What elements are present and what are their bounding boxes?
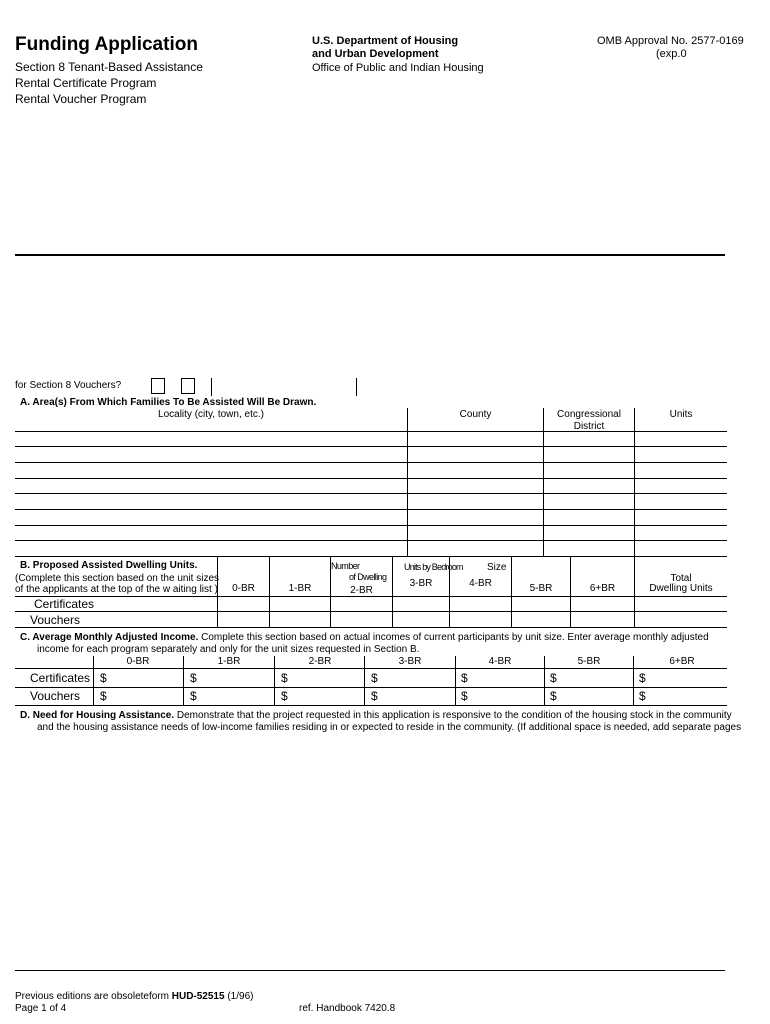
- c-header-bottom-line: [15, 668, 727, 669]
- vouchers-field-right-edge: [356, 378, 357, 396]
- c-col-3br: 3-BR: [398, 656, 422, 667]
- section-d-line-1: [20, 710, 732, 721]
- b-divider: [511, 557, 512, 627]
- c-divider: [274, 656, 275, 705]
- section-a-row-line: [15, 540, 727, 541]
- c-row-certificates: Certificates: [30, 671, 91, 685]
- section-b-note-1: (Complete this section based on the unit sizes: [15, 573, 219, 584]
- footer-divider: [15, 970, 725, 971]
- office-name: Office of Public and Indian Housing: [312, 62, 484, 74]
- c-vouch-4br-currency: $: [461, 689, 468, 703]
- size-label: Size: [487, 562, 507, 573]
- subtitle-line-1: Section 8 Tenant-Based Assistance: [15, 60, 203, 74]
- c-row-line: [15, 687, 727, 688]
- b-divider: [449, 557, 450, 627]
- department-line-1: U.S. Department of Housing: [312, 35, 459, 47]
- c-vouch-3br-currency: $: [371, 689, 378, 703]
- c-cert-4br-currency: $: [461, 671, 468, 685]
- b-divider: [269, 557, 270, 627]
- b-col-3br: 3-BR: [409, 578, 433, 589]
- vouchers-question: for Section 8 Vouchers?: [15, 380, 122, 391]
- omb-expiration: (exp.0: [656, 48, 687, 60]
- b-divider: [392, 557, 393, 627]
- form-title: Funding Application: [15, 34, 198, 55]
- b-bottom-line: [15, 627, 727, 628]
- c-cert-1br-currency: $: [190, 671, 197, 685]
- header-divider: [15, 254, 725, 256]
- b-col-total-line-2: Dwelling Units: [649, 583, 713, 594]
- c-cert-3br-currency: $: [371, 671, 378, 685]
- b-divider: [330, 557, 331, 627]
- c-vouch-6br-currency: $: [639, 689, 646, 703]
- c-vouch-1br-currency: $: [190, 689, 197, 703]
- vouchers-amount-field[interactable]: [213, 378, 354, 396]
- c-col-5br: 5-BR: [577, 656, 601, 667]
- c-divider: [183, 656, 184, 705]
- omb-approval: OMB Approval No. 2577-0169: [597, 35, 744, 47]
- c-cert-0br-currency: $: [100, 671, 107, 685]
- b-col-total-line-1: Total: [670, 573, 692, 584]
- section-b-title: B. Proposed Assisted Dwelling Units.: [20, 560, 198, 571]
- vouchers-no-checkbox[interactable]: [181, 378, 195, 394]
- b-col-1br: 1-BR: [288, 583, 312, 594]
- vouchers-field-left-edge: [211, 378, 212, 396]
- c-col-0br: 0-BR: [126, 656, 150, 667]
- c-cert-2br-currency: $: [281, 671, 288, 685]
- c-row-vouchers: Vouchers: [30, 689, 81, 703]
- number-label: Number: [331, 561, 360, 571]
- subtitle-line-3: Rental Voucher Program: [15, 92, 147, 106]
- b-col-0br: 0-BR: [232, 583, 255, 594]
- section-d-response-area[interactable]: [15, 738, 755, 964]
- units-by-bedroom-label: Units by Bedroom: [404, 562, 463, 572]
- section-a-row-line: [15, 462, 727, 463]
- section-d-text-2: and the housing assistance needs of low-income families residing in or expected to reside in the community. (If additional space is needed, add separate pages: [37, 722, 742, 733]
- section-b-note-2: of the applicants at the top of the w aiting list ): [15, 584, 218, 595]
- section-a-row-line: [15, 525, 727, 526]
- b-divider: [570, 557, 571, 627]
- vouchers-yes-checkbox[interactable]: [151, 378, 165, 394]
- col-district-line-2: District: [573, 421, 605, 432]
- b-col-2br: 2-BR: [350, 585, 373, 596]
- c-divider: [544, 656, 545, 705]
- section-d-text-1: Demonstrate that the project requested in this application is responsive to the condition of the housing stock in the community: [174, 710, 732, 721]
- section-c-title: C. Average Monthly Adjusted Income.: [20, 632, 199, 643]
- b-header-bottom-line: [15, 596, 727, 597]
- section-a-row-line: [15, 493, 727, 494]
- section-a-title: A. Area(s) From Which Families To Be Assisted Will Be Drawn.: [20, 397, 317, 408]
- b-divider: [217, 557, 218, 627]
- c-cert-5br-currency: $: [550, 671, 557, 685]
- of-dwelling-label: of Dwelling: [349, 572, 387, 582]
- c-col-4br: 4-BR: [488, 656, 512, 667]
- c-divider: [455, 656, 456, 705]
- section-a-row-line: [15, 446, 727, 447]
- b-row-certificates: Certificates: [34, 597, 95, 611]
- c-bottom-line: [15, 705, 727, 706]
- handbook-reference: ref. Handbook 7420.8: [299, 1003, 396, 1014]
- b-col-4br: 4-BR: [469, 578, 492, 589]
- section-a-row-line: [15, 509, 727, 510]
- c-cert-6br-currency: $: [639, 671, 646, 685]
- b-col-6br: 6+BR: [589, 583, 616, 594]
- c-divider: [633, 656, 634, 705]
- department-line-2: and Urban Development: [312, 48, 439, 60]
- col-locality: Locality (city, town, etc.): [158, 409, 264, 420]
- c-col-2br: 2-BR: [308, 656, 332, 667]
- c-col-1br: 1-BR: [217, 656, 241, 667]
- b-col-5br: 5-BR: [529, 583, 553, 594]
- col-county: County: [459, 409, 492, 420]
- col-district-line-1: Congressional: [557, 409, 621, 420]
- b-divider: [634, 557, 635, 627]
- b-row-vouchers: Vouchers: [30, 613, 81, 627]
- c-col-6br: 6+BR: [669, 656, 695, 667]
- form-date: (1/96): [224, 991, 254, 1002]
- subtitle-line-2: Rental Certificate Program: [15, 76, 157, 90]
- section-c-text-2: income for each program separately and only for the unit sizes requested in Section B.: [37, 644, 420, 655]
- c-vouch-5br-currency: $: [550, 689, 557, 703]
- c-vouch-2br-currency: $: [281, 689, 288, 703]
- previous-editions-note: Previous editions are obsoleteform: [15, 991, 172, 1002]
- section-a-bottom-line: [15, 556, 727, 557]
- page-number: Page 1 of 4: [15, 1003, 67, 1014]
- b-row-line: [15, 611, 727, 612]
- section-a-row-line: [15, 478, 727, 479]
- col-units: Units: [669, 409, 693, 420]
- footer-line-1: [15, 991, 253, 1002]
- section-c-line-1: [20, 632, 709, 643]
- c-vouch-0br-currency: $: [100, 689, 107, 703]
- section-d-title: D. Need for Housing Assistance.: [20, 710, 175, 721]
- c-divider: [364, 656, 365, 705]
- section-c-text-1: Complete this section based on actual incomes of current participants by unit size. Enter average monthly adjusted: [198, 632, 709, 643]
- section-a-row-line: [15, 431, 727, 432]
- c-divider: [93, 656, 94, 705]
- form-number: HUD-52515: [171, 991, 225, 1002]
